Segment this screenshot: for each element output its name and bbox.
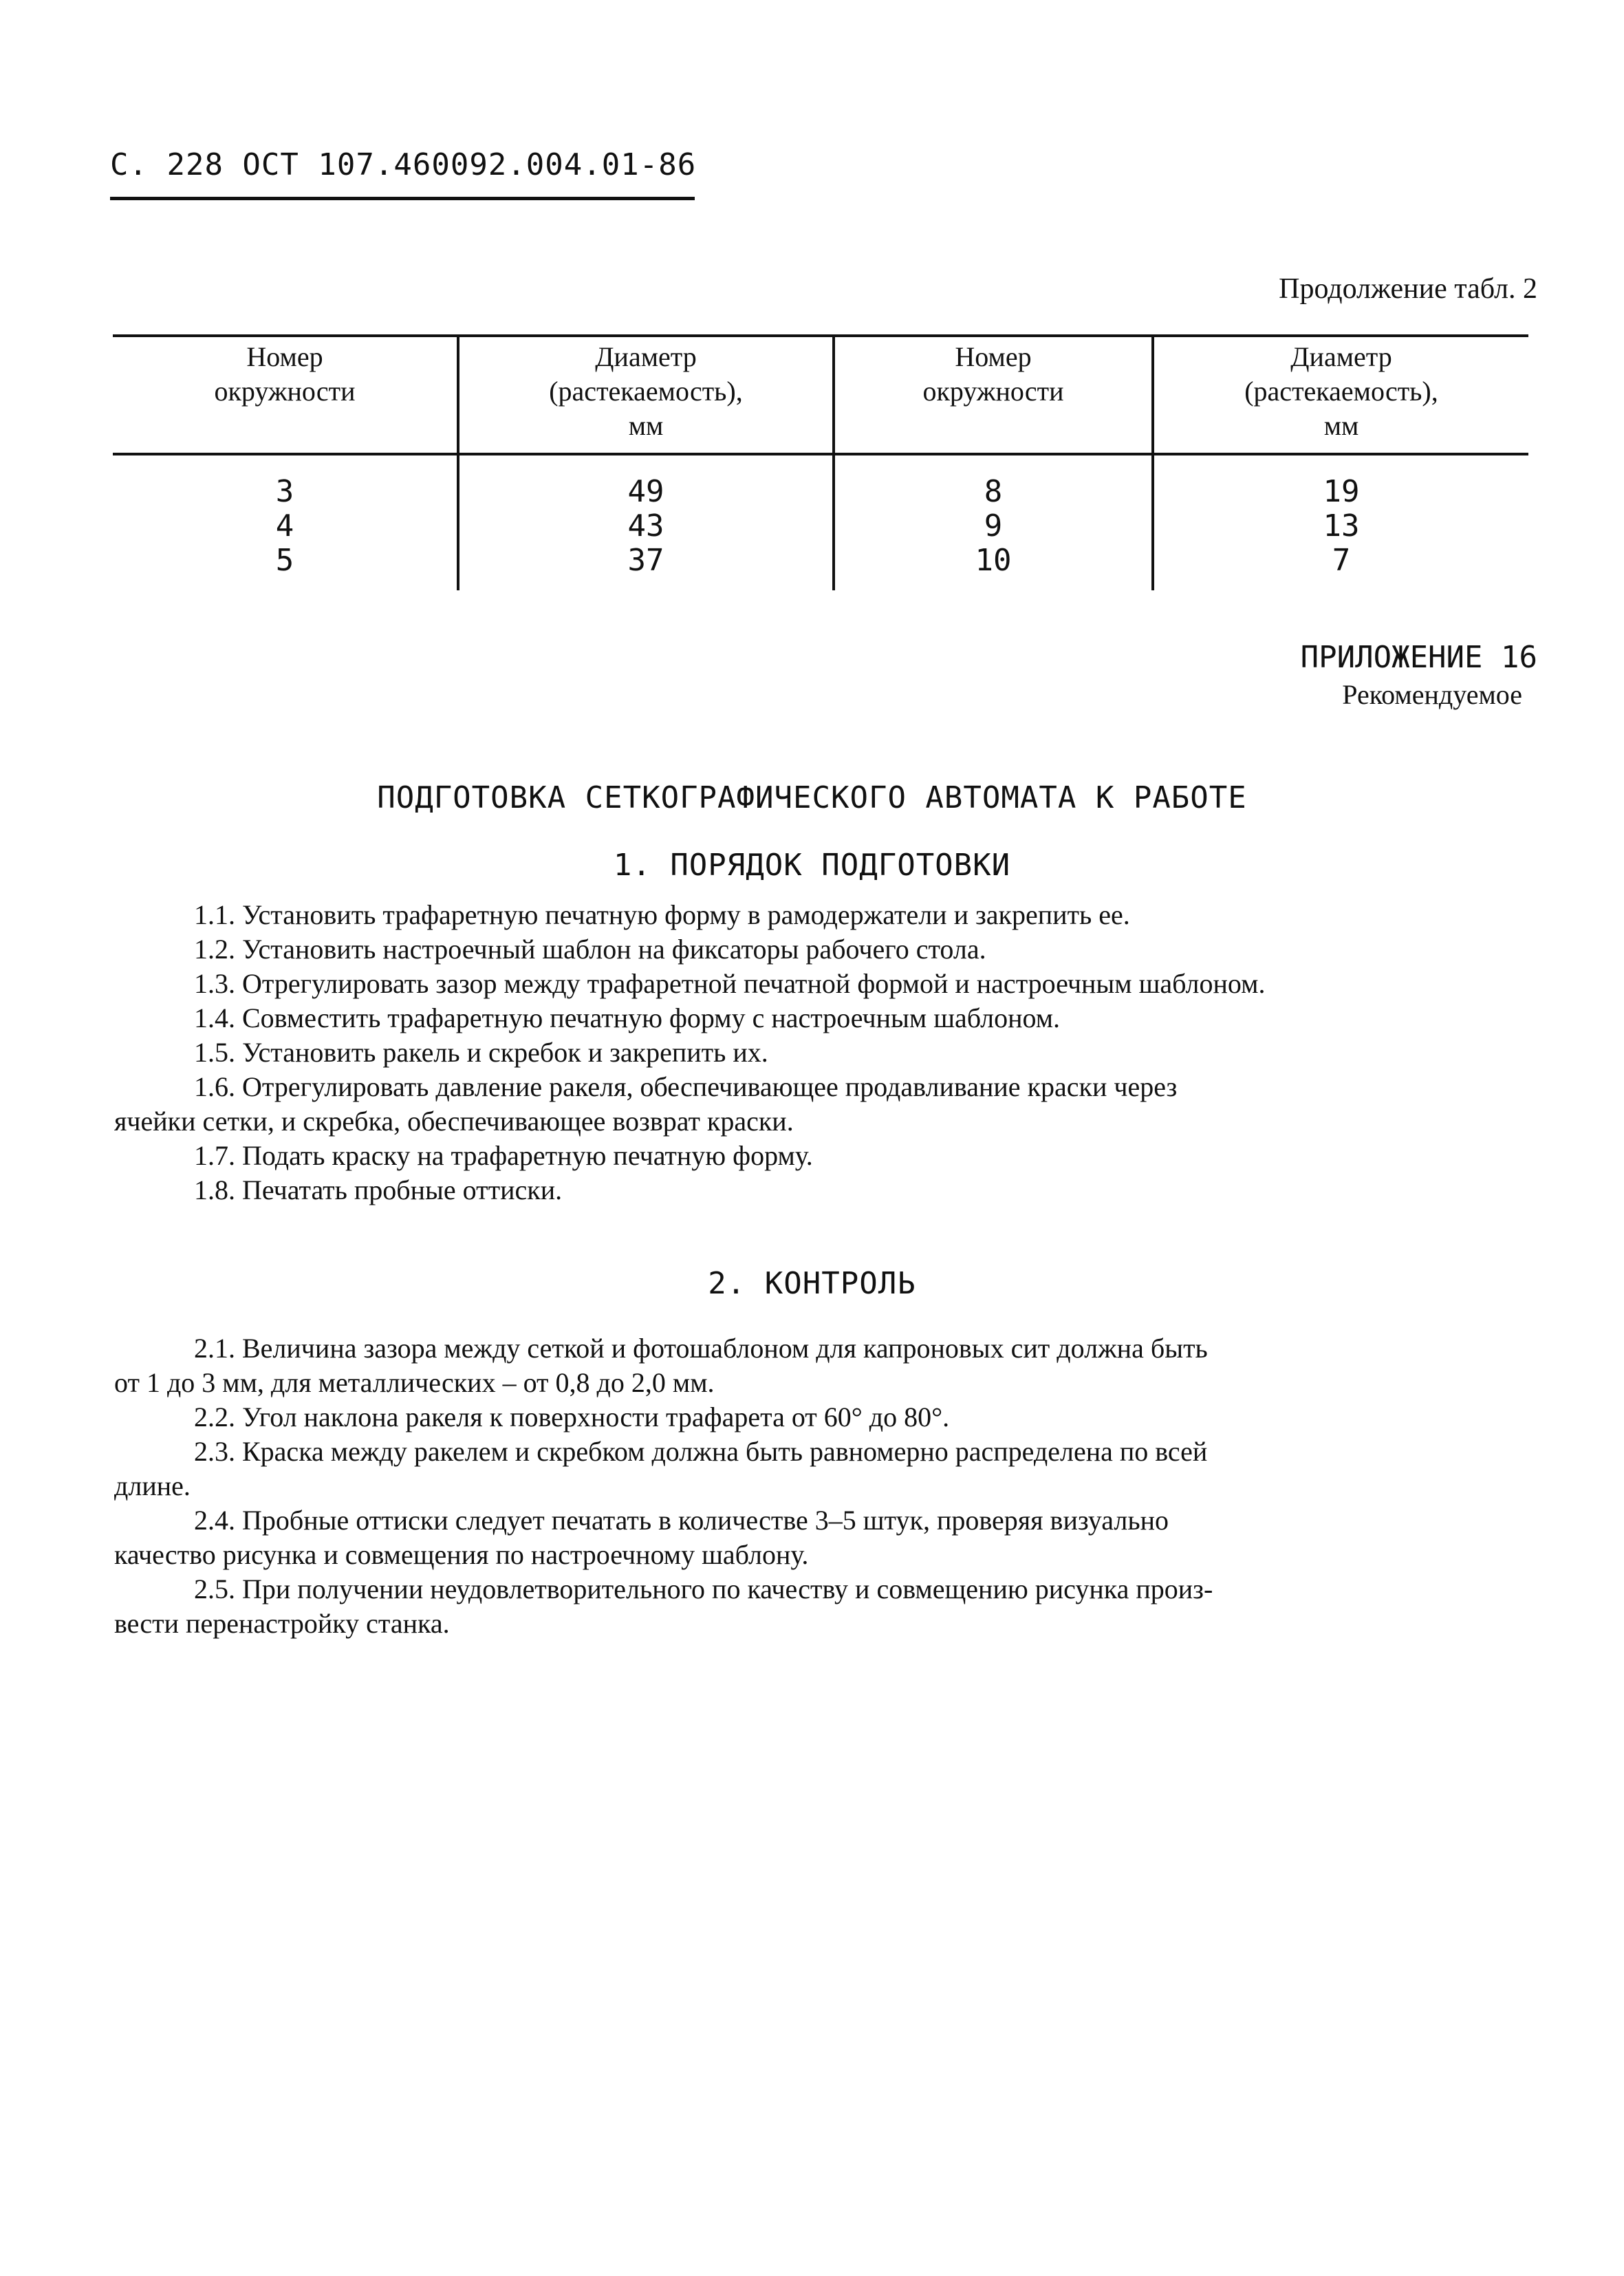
paragraph-line: 1.6. Отрегулировать давление ракеля, обеспечивающее продавливание краски через (194, 1071, 1178, 1102)
table-cell: 5 (275, 543, 294, 578)
table-cell: 13 (1323, 508, 1360, 544)
paragraph-line: качество рисунка и совмещения по настроечному шаблону. (114, 1539, 809, 1570)
page-header: С. 228 ОСТ 107.460092.004.01-86 (110, 147, 697, 182)
table-column (459, 475, 832, 578)
section-title: 1. ПОРЯДОК ПОДГОТОВКИ (613, 848, 1011, 883)
header-line: (растекаемость), (549, 376, 743, 407)
table-caption: Продолжение табл. 2 (1279, 273, 1537, 305)
paragraph-line: 2.4. Пробные оттиски следует печатать в количестве 3–5 штук, проверяя визуально (194, 1505, 1169, 1536)
header-line: окружности (922, 376, 1064, 407)
paragraph-line: 2.5. При получении неудовлетворительного по качеству и совмещению рисунка произ- (194, 1574, 1213, 1604)
table-cell: 37 (627, 543, 664, 578)
table-cell: 3 (275, 474, 294, 509)
document-title: ПОДГОТОВКА СЕТКОГРАФИЧЕСКОГО АВТОМАТА К РАБОТЕ (377, 780, 1247, 815)
header-line: (растекаемость), (1244, 376, 1438, 407)
paragraph-line: 1.4. Совместить трафаретную печатную форму с настроечным шаблоном. (194, 1002, 1061, 1033)
table-header-cell (1154, 340, 1528, 443)
table-cell: 4 (275, 508, 294, 544)
table-cell: 9 (984, 508, 1003, 544)
table-header-rule (113, 453, 1528, 455)
table-column (1154, 475, 1528, 578)
paragraph-line: 2.3. Краска между ракелем и скребком должна быть равномерно распределена по всей (194, 1436, 1208, 1467)
header-line: Номер (246, 341, 323, 372)
paragraph-line: вести перенастройку станка. (114, 1608, 450, 1639)
paragraph-line: 1.7. Подать краску на трафаретную печатную форму. (194, 1140, 813, 1171)
paragraph-line: 2.1. Величина зазора между сеткой и фотошаблоном для капроновых сит должна быть (194, 1333, 1208, 1364)
table-header-cell (835, 340, 1151, 409)
paragraph-line: 1.1. Установить трафаретную печатную форму в рамодержатели и закрепить ее. (194, 899, 1130, 930)
header-line: окружности (214, 376, 356, 407)
paragraph-line: 1.2. Установить настроечный шаблон на фиксаторы рабочего стола. (194, 934, 986, 965)
appendix-title: ПРИЛОЖЕНИЕ 16 (1300, 640, 1537, 675)
table-cell: 49 (627, 474, 664, 509)
header-line: Диаметр (1290, 341, 1392, 372)
paragraph-line: длине. (114, 1470, 191, 1501)
table-column (113, 475, 457, 578)
table-cell: 7 (1332, 543, 1351, 578)
paragraph-line: от 1 до 3 мм, для металлических – от 0,8 до 2,0 мм. (114, 1367, 715, 1398)
paragraph-line: 1.5. Установить ракель и скребок и закрепить их. (194, 1037, 768, 1068)
paragraph-line: 1.8. Печатать пробные оттиски. (194, 1174, 563, 1205)
header-line: мм (628, 410, 664, 441)
paragraph-line: 2.2. Угол наклона ракеля к поверхности трафарета от 60° до 80°. (194, 1402, 950, 1432)
table-header-cell (459, 340, 832, 443)
table-header-cell (113, 340, 457, 409)
table-cell: 19 (1323, 474, 1360, 509)
paragraph-line: ячейки сетки, и скребка, обеспечивающее возврат краски. (114, 1106, 794, 1137)
table-cell: 10 (975, 543, 1012, 578)
table-top-rule (113, 334, 1528, 337)
table-cell: 8 (984, 474, 1003, 509)
section-title: 2. КОНТРОЛЬ (708, 1266, 916, 1301)
table-column (835, 475, 1151, 578)
paragraph-line: 1.3. Отрегулировать зазор между трафаретной печатной формой и настроечным шаблоном. (194, 968, 1266, 999)
header-line: мм (1323, 410, 1359, 441)
header-line: Номер (955, 341, 1032, 372)
appendix-status: Рекомендуемое (1342, 679, 1522, 710)
header-underline (110, 197, 695, 200)
table-cell: 43 (627, 508, 664, 544)
header-line: Диаметр (595, 341, 697, 372)
